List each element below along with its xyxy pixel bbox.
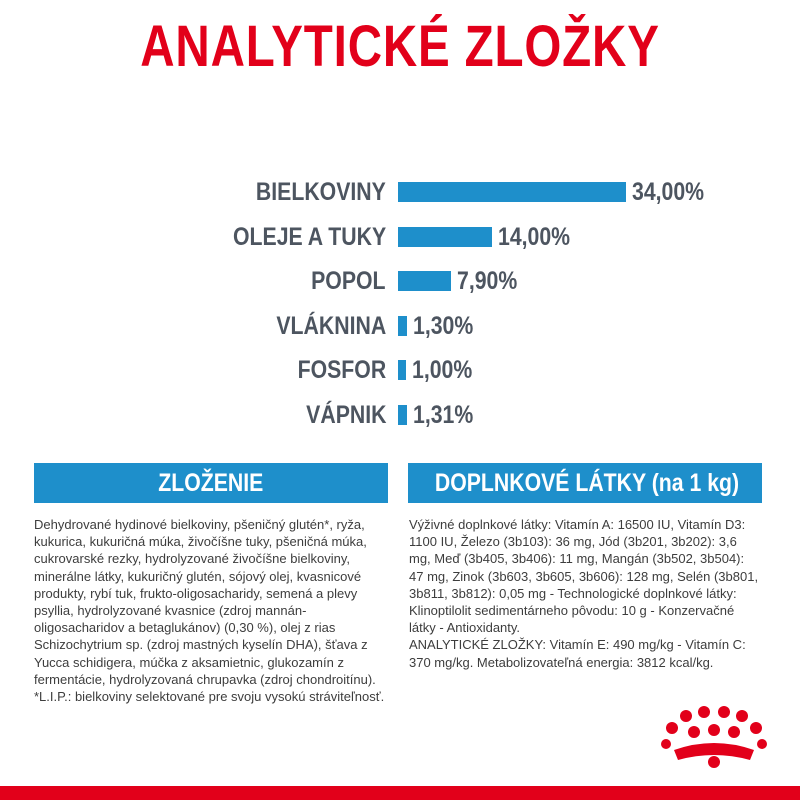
additives-analytical: ANALYTICKÉ ZLOŽKY: Vitamín E: 490 mg/kg - Vitamín C: 370 mg/kg. Metabolizovateľná energia: 3812 kcal/kg. [409, 637, 746, 670]
additives-header [408, 463, 762, 503]
chart-row [0, 304, 800, 348]
chart-bar [398, 316, 407, 336]
composition-text-block [34, 516, 390, 705]
additives-header-label: DOPLNKOVÉ LÁTKY (na 1 kg) [434, 469, 740, 497]
category-label: VLÁKNINA [276, 311, 386, 340]
value-label: 14,00% [497, 222, 570, 251]
chart-row [0, 215, 800, 259]
chart-row [0, 170, 800, 214]
value-label: 1,00% [412, 356, 473, 384]
category-label: OLEJE A TUKY [232, 222, 386, 251]
category-label: FOSFOR [297, 356, 386, 384]
additives-text-block [409, 516, 761, 671]
chart-bar [398, 405, 407, 425]
composition-header [34, 463, 388, 503]
additives-text: Výživné doplnkové látky: Vitamín A: 16500 IU, Vitamín D3: 1100 IU, Železo (3b103): 36 mg, Jód (3b201, 3b202): 3,6 mg, Meď (3b405, 3b406): 11 mg, Mangán (3b502, 3b504): 47 mg, Zinok (3b603, 3b605, 3b606): 128 mg, Selén (3b801, 3b811, 3b812): 0,05 mg - Technologické doplnkové látky: Klinoptilolit sedimentárneho pôvodu: 10 g - Konzervačné látky - Antioxidanty. [409, 517, 759, 636]
chart-bar [398, 227, 492, 247]
composition-text: Dehydrované hydinové bielkoviny, pšeničný glutén*, ryža, kukurica, kukuričná múka, živočíšne tuky, pšeničná múka, cukrovarské rezky, hydrolyzované živočíšne bielkoviny, minerálne látky, kukuričný glutén, sójový olej, kvasnicové produkty, rybí tuk, frukto-oligosacharidy, semená a plevy psyllia, hydrolyzované kvasnice (zdroj mannán-oligosacharidov a betaglukánov) (0,30 %), olej z rias Schizochytrium sp. (zdroj mastných kyselín DHA), šťava z Yucca schidigera, múčka z aksamietnic, glukozamín z fermentácie, hydrolyzovaná chrupavka (zdroj chondroitínu). [34, 517, 376, 687]
chart-bar [398, 360, 406, 380]
page-title: ANALYTICKÉ ZLOŽKY [140, 14, 660, 79]
footer-bar [0, 786, 800, 800]
chart-bar [398, 271, 451, 291]
composition-footnote: *L.I.P.: bielkoviny selektované pre svoju vysokú stráviteľnosť. [34, 689, 385, 705]
category-label: BIELKOVINY [256, 178, 386, 206]
category-label: VÁPNIK [305, 400, 386, 429]
value-label: 1,31% [412, 400, 474, 429]
chart-bar [398, 182, 626, 202]
chart-row [0, 259, 800, 303]
category-label: POPOL [311, 267, 386, 295]
value-label: 34,00% [632, 178, 705, 206]
value-label: 7,90% [456, 267, 518, 295]
crown-logo-icon [652, 706, 772, 774]
chart-row [0, 393, 800, 437]
composition-header-label: ZLOŽENIE [158, 469, 264, 497]
value-label: 1,30% [412, 311, 473, 340]
nutrient-bar-chart [0, 170, 800, 440]
chart-row [0, 348, 800, 392]
